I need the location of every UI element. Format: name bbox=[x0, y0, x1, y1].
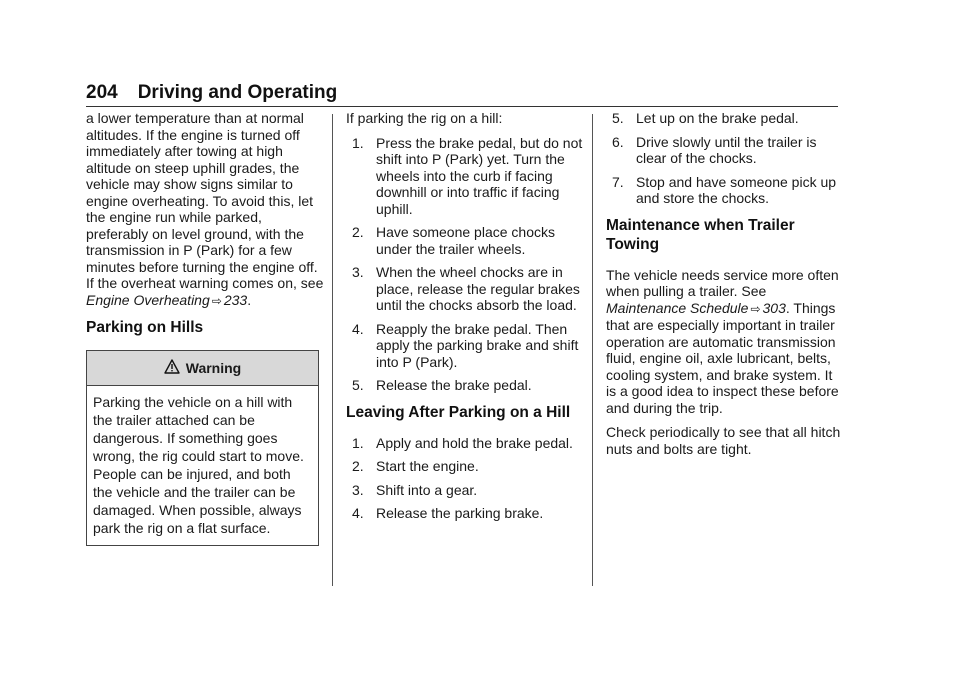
list-item: 4. Reapply the brake pedal. Then apply the parking brake and shift into P (Park). bbox=[352, 320, 579, 370]
warning-box bbox=[86, 350, 319, 546]
intro-paragraph: a lower temperature than at normal altitudes. If the engine is turned off immediately after towing at high altitude on steep uphill grades, the vehicle may show signs similar to engine overheating. To avoid this, let the engine run while parked, preferably on level ground, with the transmission in P (Park) for a few minutes before turning the engine off. If the overheat warning comes on, see Engine Overheating ⇨ 233. bbox=[86, 110, 324, 308]
page-ref-arrow-icon: ⇨ bbox=[750, 301, 761, 316]
header-rule bbox=[86, 106, 838, 107]
warning-header bbox=[87, 351, 318, 386]
list-item: 6. Drive slowly until the trailer is clear of the chocks. bbox=[612, 133, 817, 166]
maintenance-schedule-page-ref[interactable]: 303 bbox=[762, 299, 786, 316]
column-2 bbox=[346, 110, 584, 529]
list-item: 4. Release the parking brake. bbox=[352, 505, 544, 521]
list-item: 1. Apply and hold the brake pedal. bbox=[352, 434, 573, 451]
section-title: Driving and Operating bbox=[137, 82, 338, 103]
list-item: 2. Start the engine. bbox=[352, 458, 479, 474]
heading-leaving-after-parking: Leaving After Parking on a Hill bbox=[346, 403, 571, 421]
hill-intro: If parking the rig on a hill: bbox=[346, 110, 503, 126]
maintenance-paragraph-2: Check periodically to see that all hitch nuts and bolts are tight. bbox=[606, 424, 841, 457]
page-ref-arrow-icon: ⇨ bbox=[211, 293, 222, 308]
list-item: 5. Release the brake pedal. bbox=[352, 377, 532, 393]
engine-overheating-link[interactable]: Engine Overheating bbox=[86, 291, 210, 308]
list-item: 5. Let up on the brake pedal. bbox=[612, 110, 799, 126]
page-header bbox=[86, 82, 337, 104]
leave-steps-list-continued bbox=[606, 110, 844, 207]
column-divider-2 bbox=[592, 114, 593, 586]
list-item: 1. Press the brake pedal, but do not shift into P (Park) yet. Turn the wheels into the curb if facing downhill or into traffic if facing uphill. bbox=[352, 134, 583, 217]
warning-title: Warning bbox=[185, 359, 242, 376]
list-item: 3. When the wheel chocks are in place, release the regular brakes until the chocks absorb the load. bbox=[352, 264, 580, 313]
maintenance-paragraph-1: The vehicle needs service more often when pulling a trailer. See Maintenance Schedule ⇨ 303. Things that are especially important in trailer operation are automatic transmission fluid, engine oil, axle lubricant, belts, cooling system, and brake system. It is a good idea to inspect these before and during the trip. bbox=[606, 266, 839, 416]
engine-overheating-page-ref[interactable]: 233 bbox=[223, 291, 248, 308]
page-number: 204 bbox=[86, 82, 118, 103]
hill-steps-list bbox=[346, 135, 584, 394]
leave-steps-list bbox=[346, 435, 584, 522]
column-3 bbox=[606, 110, 844, 465]
column-1 bbox=[86, 110, 324, 546]
list-item: 2. Have someone place chocks under the trailer wheels. bbox=[352, 224, 555, 257]
warning-body: Parking the vehicle on a hill with the trailer attached can be dangerous. If something goes wrong, the rig could start to move. People can be injured, and both the vehicle and the trailer can be damaged. When possible, always park the rig on a flat surface. bbox=[93, 394, 304, 536]
heading-maintenance-trailer-towing: Maintenance when Trailer Towing bbox=[606, 216, 795, 253]
heading-parking-on-hills: Parking on Hills bbox=[86, 319, 204, 336]
maintenance-schedule-link[interactable]: Maintenance Schedule bbox=[606, 299, 749, 316]
column-divider-1 bbox=[332, 114, 333, 586]
list-item: 3. Shift into a gear. bbox=[352, 481, 478, 498]
list-item: 7. Stop and have someone pick up and store the chocks. bbox=[612, 173, 837, 206]
warning-triangle-icon bbox=[164, 359, 180, 378]
